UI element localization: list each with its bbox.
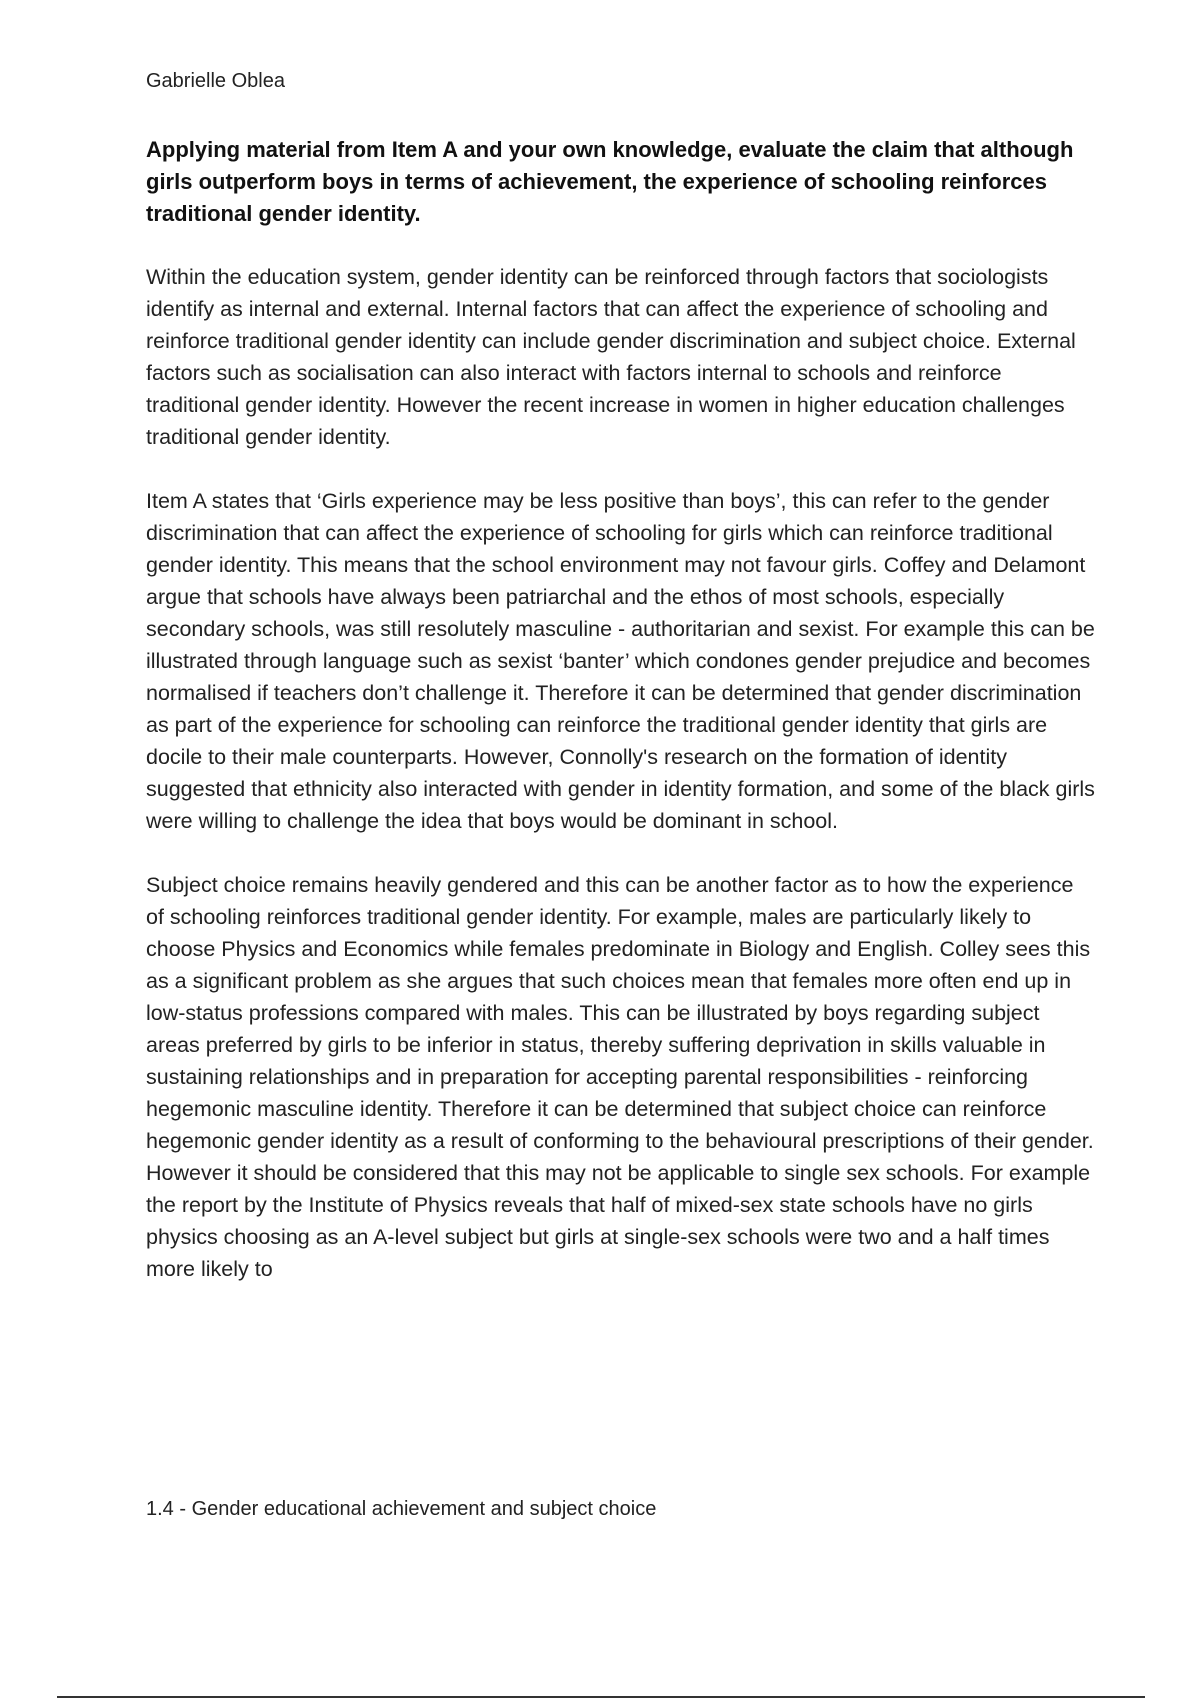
paragraph-intro: Within the education system, gender identity can be reinforced through factors that sociologists identify as internal and external. Internal factors that can affect the experience of schooling and reinforce traditional gender identity can include gender discrimination and subject choice. External factors such as socialisation can also interact with factors internal to schools and reinforce traditional gender identity. However the recent increase in women in higher education challenges traditional gender identity. [146,265,1076,449]
author-name: Gabrielle Oblea [146,70,285,92]
paragraph-subject-choice: Subject choice remains heavily gendered and this can be another factor as to how the experience of schooling reinforces traditional gender identity. For example, males are particularly likely to choose Physics and Economics while females predominate in Biology and English. Colley sees this as a significant problem as she argues that such choices mean that females more often end up in low-status professions compared with males. This can be illustrated by boys regarding subject areas preferred by girls to be inferior in status, thereby suffering deprivation in skills valuable in sustaining relationships and in preparation for accepting parental responsibilities - reinforcing hegemonic masculine identity. Therefore it can be determined that subject choice can reinforce hegemonic gender identity as a result of conforming to the behavioural prescriptions of their gender. However it should be considered that this may not be applicable to single sex schools. For example the report by the Institute of Physics reveals that half of mixed-sex state schools have no girls physics choosing as an A-level subject but girls at single-sex schools were two and a half times more likely to [146,873,1094,1281]
essay-question: Applying material from Item A and your own knowledge, evaluate the claim that although girls outperform boys in terms of achievement, the experience of schooling reinforces traditional gender identity. [146,137,1074,226]
page-footer: 1.4 - Gender educational achievement and subject choice [146,1498,657,1520]
paragraph-gender-discrimination: Item A states that ‘Girls experience may be less positive than boys’, this can refer to the gender discrimination that can affect the experience of schooling for girls which can reinforce traditional gender identity. This means that the school environment may not favour girls. Coffey and Delamont argue that schools have always been patriarchal and the ethos of most schools, especially secondary schools, was still resolutely masculine - authoritarian and sexist. For example this can be illustrated through language such as sexist ‘banter’ which condones gender prejudice and becomes normalised if teachers don’t challenge it. Therefore it can be determined that gender discrimination as part of the experience for schooling can reinforce the traditional gender identity that girls are docile to their male counterparts. However, Connolly's research on the formation of identity suggested that ethnicity also interacted with gender in identity formation, and some of the black girls were willing to challenge the idea that boys would be dominant in school. [146,489,1095,833]
document-body [146,68,1096,1317]
page-divider [57,1696,1145,1698]
